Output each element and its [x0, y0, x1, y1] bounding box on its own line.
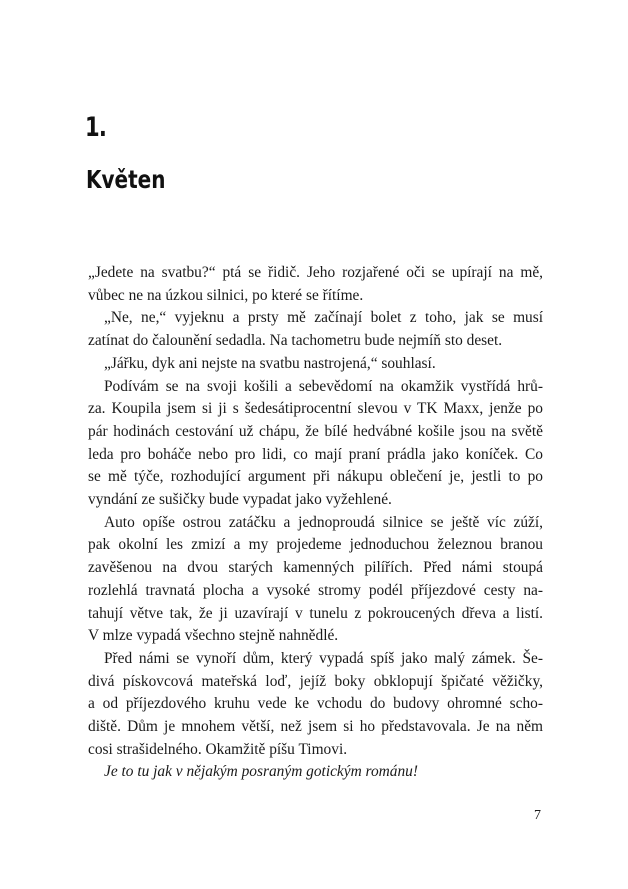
text-line: rozlehlá travnatá plocha a vysoké stromy podél příjezdové cesty na-: [88, 581, 543, 599]
text-line: „Jedete na svatbu?“ ptá se řidič. Jeho rozjařené oči se upírají na mě,: [88, 264, 543, 281]
text-line: za. Koupila jsem si ji s šedesátiprocentní slevou v TK Maxx, jenže po: [88, 400, 543, 418]
text-line: „Jářku, dyk ani nejste na svatbu nastrojená,“ souhlasí.: [104, 354, 436, 372]
text-line: leda pro boháče nebo pro lidi, co mají praní prádla jako koníček. Co: [88, 445, 543, 463]
text-line: zavěšenou na dvou starých kamenných pilířích. Před námi stoupá: [88, 559, 543, 577]
text-line: „Ne, ne,“ vyjeknu a prsty mě začínají bolet z toho, jak se musí: [104, 309, 543, 327]
text-line: vůbec ne na úzkou silnici, po které se řítíme.: [88, 286, 364, 304]
text-line: divá pískovcová mateřská loď, jejíž boky obklopují špičaté věžičky,: [88, 672, 543, 690]
text-line: tahují větve tak, že ji uzavírají v tunelu z pokroucených dřeva a listí.: [88, 604, 543, 622]
text-line: zatínat do čalounění sedadla. Na tachometru bude nejmíň sto deset.: [88, 332, 503, 350]
text-line: se mě týče, rozhodující argument při nákupu oblečení je, jestli to po: [88, 468, 543, 486]
text-message-line: Je to tu jak v nějakým posraným gotickým románu!: [104, 763, 418, 781]
text-line: Podívám se na svoji košili a sebevědomí na okamžik vystřídá hrů-: [104, 377, 543, 395]
text-line: Před námi se vynoří dům, který vypadá spíš jako malý zámek. Še-: [104, 649, 543, 667]
text-line: diště. Dům je mnohem větší, než jsem si ho představovala. Je na něm: [88, 718, 543, 736]
text-line: a od příjezdového kruhu vede ke vchodu do budovy ohromné scho-: [88, 695, 543, 713]
page-number: 7: [534, 808, 541, 823]
chapter-number: 1.: [85, 112, 107, 143]
text-line: pak okolní les zmizí a my projedeme jednoduchou železnou branou: [88, 536, 543, 554]
text-line: vyndání ze sušičky bude vypadat jako vyžehlené.: [88, 491, 392, 509]
body-text: [88, 262, 543, 784]
text-line: Auto opíše ostrou zatáčku a jednoproudá silnice se ještě víc zúží,: [104, 513, 543, 531]
text-line: V mlze vypadá všechno stejně nahnědlé.: [88, 627, 339, 645]
chapter-title: Květen: [86, 165, 166, 194]
text-line: cosi strašidelného. Okamžitě píšu Timovi.: [88, 740, 348, 758]
text-line: pár hodinách cestování už chápu, že bílé hedvábné košile jsou na světě: [88, 422, 543, 440]
